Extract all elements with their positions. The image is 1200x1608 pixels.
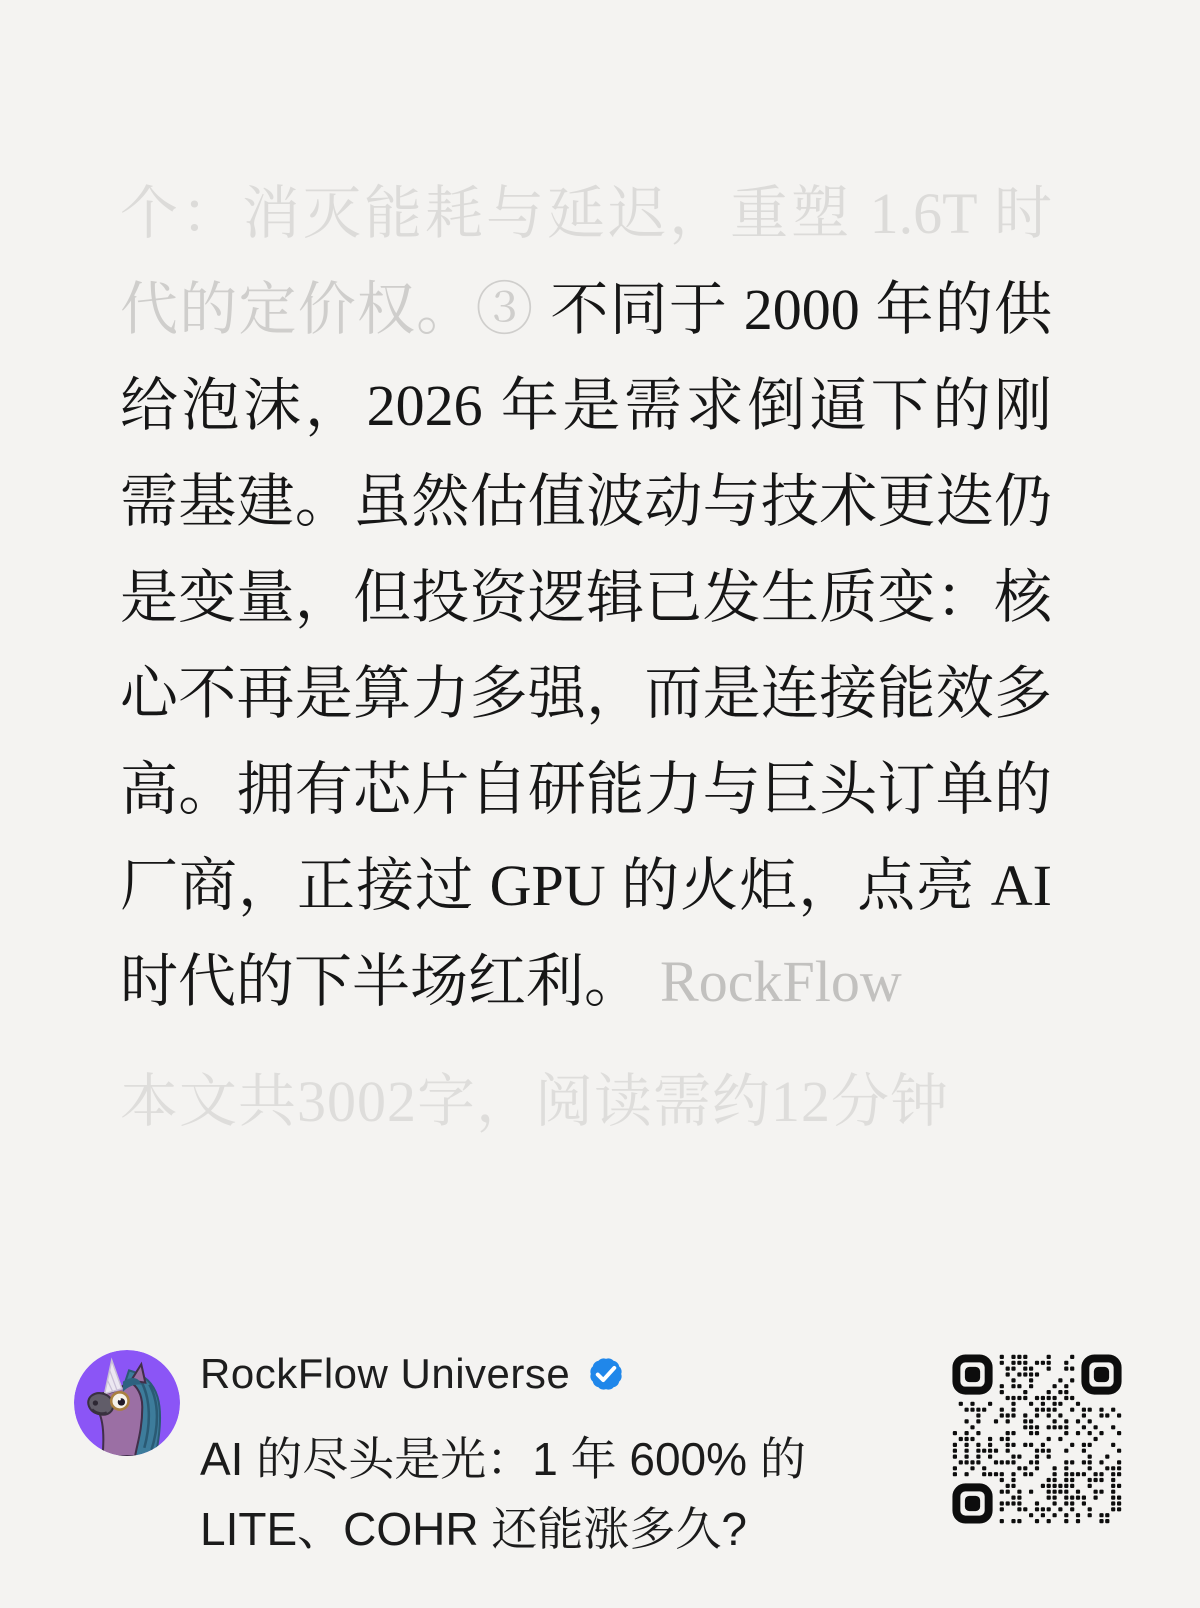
article-line: [120, 550, 1052, 646]
article-text-segment: 需基建。虽然估值波动与技术更迭仍: [120, 469, 1052, 534]
verified-badge-icon: [584, 1352, 628, 1396]
article-title[interactable]: [200, 1424, 840, 1564]
qr-code[interactable]: [952, 1354, 1122, 1524]
article-line: [120, 262, 1052, 358]
article-line: [120, 838, 1052, 934]
article-text-segment: 是变量，但投资逻辑已发生质变：核: [120, 565, 1052, 630]
article-line: [120, 454, 1052, 550]
account-name-row: [200, 1350, 628, 1398]
article-line: [120, 358, 1052, 454]
qr-code-pattern: [952, 1354, 1122, 1524]
article-text-segment: 给泡沫，2026 年是需求倒逼下的刚: [120, 373, 1052, 438]
article-title-line: AI 的尽头是光：1 年 600% 的: [200, 1433, 806, 1485]
article-text-segment: 个：消灭能耗与延迟，重塑 1.6T 时: [120, 181, 1052, 246]
account-name[interactable]: RockFlow Universe: [200, 1350, 571, 1397]
article-text-block: [120, 166, 1052, 1030]
article-line: [120, 166, 1052, 262]
word-count-note: 本文共3002字，阅读需约12分钟: [120, 1069, 950, 1134]
article-text-segment: 高。拥有芯片自研能力与巨头订单的: [120, 757, 1052, 822]
rockflow-watermark: RockFlow: [660, 949, 902, 1014]
article-text-segment: 厂商，正接过 GPU 的火炬，点亮 AI: [120, 853, 1052, 918]
article-line: [120, 934, 1052, 1030]
article-text-segment: 代的定价权。③: [120, 277, 551, 342]
article-text-segment: 心不再是算力多强，而是连接能效多: [120, 661, 1052, 726]
article-line: [120, 742, 1052, 838]
unicorn-avatar-illustration: [74, 1350, 180, 1456]
article-title-line: LITE、COHR 还能涨多久?: [200, 1503, 747, 1555]
avatar[interactable]: [74, 1350, 180, 1456]
article-line: [120, 646, 1052, 742]
article-text-segment: 不同于 2000 年的供: [550, 277, 1052, 342]
article-text-segment: 时代的下半场红利。: [120, 949, 643, 1014]
